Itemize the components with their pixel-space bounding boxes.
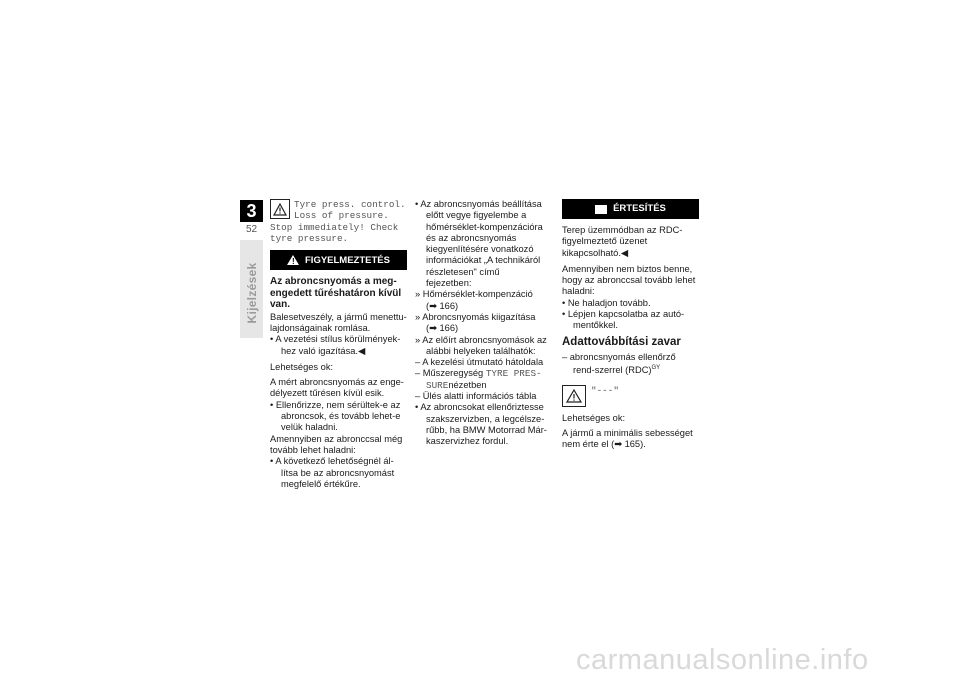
list-item: – abroncsnyomás ellenőrző rend-szerrel (RDC)$^{GY}$ <box>562 351 676 376</box>
column-1 <box>270 199 407 490</box>
chapter-number: 3 <box>240 200 263 222</box>
display-line-2: Loss of pressure. <box>294 210 389 222</box>
list-item: • A vezetési stílus körülmények-hez való igazítása.◀ <box>270 334 401 356</box>
page-number: 52 <box>245 224 258 235</box>
column-3 <box>562 199 699 451</box>
section-title: Kijelzések <box>244 262 259 324</box>
note-icon <box>595 205 607 214</box>
note-label: ÉRTESÍTÉS <box>613 203 666 215</box>
list-item: – A kezelési útmutató hátoldala <box>415 357 544 368</box>
list-item: – Ülés alatti információs tábla <box>415 391 537 402</box>
section-heading: Adattovábbítási zavar <box>562 335 681 348</box>
warning-banner <box>270 250 407 270</box>
warning-triangle-icon <box>566 389 582 403</box>
possible-cause-text: A jármű a minimális sebességet nem érte el (➡ 165). <box>562 427 693 450</box>
list-item: » Az előírt abroncsnyomások az alábbi helyeken találhatók: <box>415 334 547 356</box>
warning-symbol-box <box>270 199 290 219</box>
list-item: » Hőmérséklet-kompenzáció (➡ 166) <box>415 289 533 311</box>
display-line-4: tyre pressure. <box>270 232 349 244</box>
arrow-right-icon: ➡ <box>429 323 437 334</box>
list-item: • Ellenőrizze, nem sérültek-e az abroncsok, és tovább lehet-e velük haladni. <box>270 399 401 433</box>
display-value: "---" <box>591 384 619 396</box>
possible-cause-label: Lehetséges ok: <box>270 361 334 372</box>
list-item: » Abroncsnyomás kiigazítása (➡ 166) <box>415 311 536 334</box>
watermark: carmanualsonline.info <box>576 644 869 676</box>
display-line-3: Stop immediately! Check <box>270 221 399 233</box>
possible-cause-label: Lehetséges ok: <box>562 412 626 423</box>
note-banner <box>562 199 699 219</box>
list-item: • Ne haladjon tovább. <box>562 297 651 308</box>
arrow-right-icon: ➡ <box>614 439 622 450</box>
arrow-right-icon: ➡ <box>429 300 437 311</box>
list-item: • Az abroncsnyomás beállítása előtt vegye figyelembe a hőmérséklet-kompenzációra és az abroncsnyomás kiegyenlítésére vonatkozó információkat „A technikáról részletesen" című fejezetben: <box>415 199 543 289</box>
page-ref-link[interactable]: 166) <box>439 300 459 311</box>
display-line-1: Tyre press. control. <box>294 199 406 210</box>
further-text: Amennyiben az abronccsal még tovább lehet haladni: <box>270 433 403 455</box>
warning-triangle-icon <box>273 203 287 216</box>
list-item: • Lépjen kapcsolatba az autó-mentőkkel. <box>562 309 685 331</box>
warning-icon: ! <box>287 255 299 265</box>
warning-label: FIGYELMEZTETÉS <box>305 254 390 266</box>
possible-cause-text: A mért abroncsnyomás az enge-délyezett tűrésen kívül esik. <box>270 377 404 399</box>
unsure-text: Amennyiben nem biztos benne, hogy az abronccsal tovább lehet haladni: <box>562 263 696 297</box>
note-text: Terep üzemmódban az RDC-figyelmeztető üzenet kikapcsolható.◀ <box>562 225 683 258</box>
list-item: • Az abroncsokat ellenőriztesse szakszervizben, a legcélsze-rűbb, ha BMW Motorrad Már-kaszervizhez fordul. <box>415 402 547 447</box>
warning-symbol-box <box>562 385 586 407</box>
page-ref-link[interactable]: 165). <box>624 439 646 450</box>
warning-text: Balesetveszély, a jármű menettu-lajdonságainak romlása. <box>270 311 407 333</box>
warning-heading: Az abroncsnyomás a meg-engedett tűréshatáron kívül van. <box>270 276 402 311</box>
column-2 <box>415 199 547 448</box>
list-item: – Műszeregység TYRE PRES-SUREnézetben <box>415 368 542 391</box>
page-ref-link[interactable]: 166) <box>439 323 459 334</box>
list-item: • A következő lehetőségnél ál-lítsa be az abroncsnyomást megfelelő értékűre. <box>270 456 395 489</box>
